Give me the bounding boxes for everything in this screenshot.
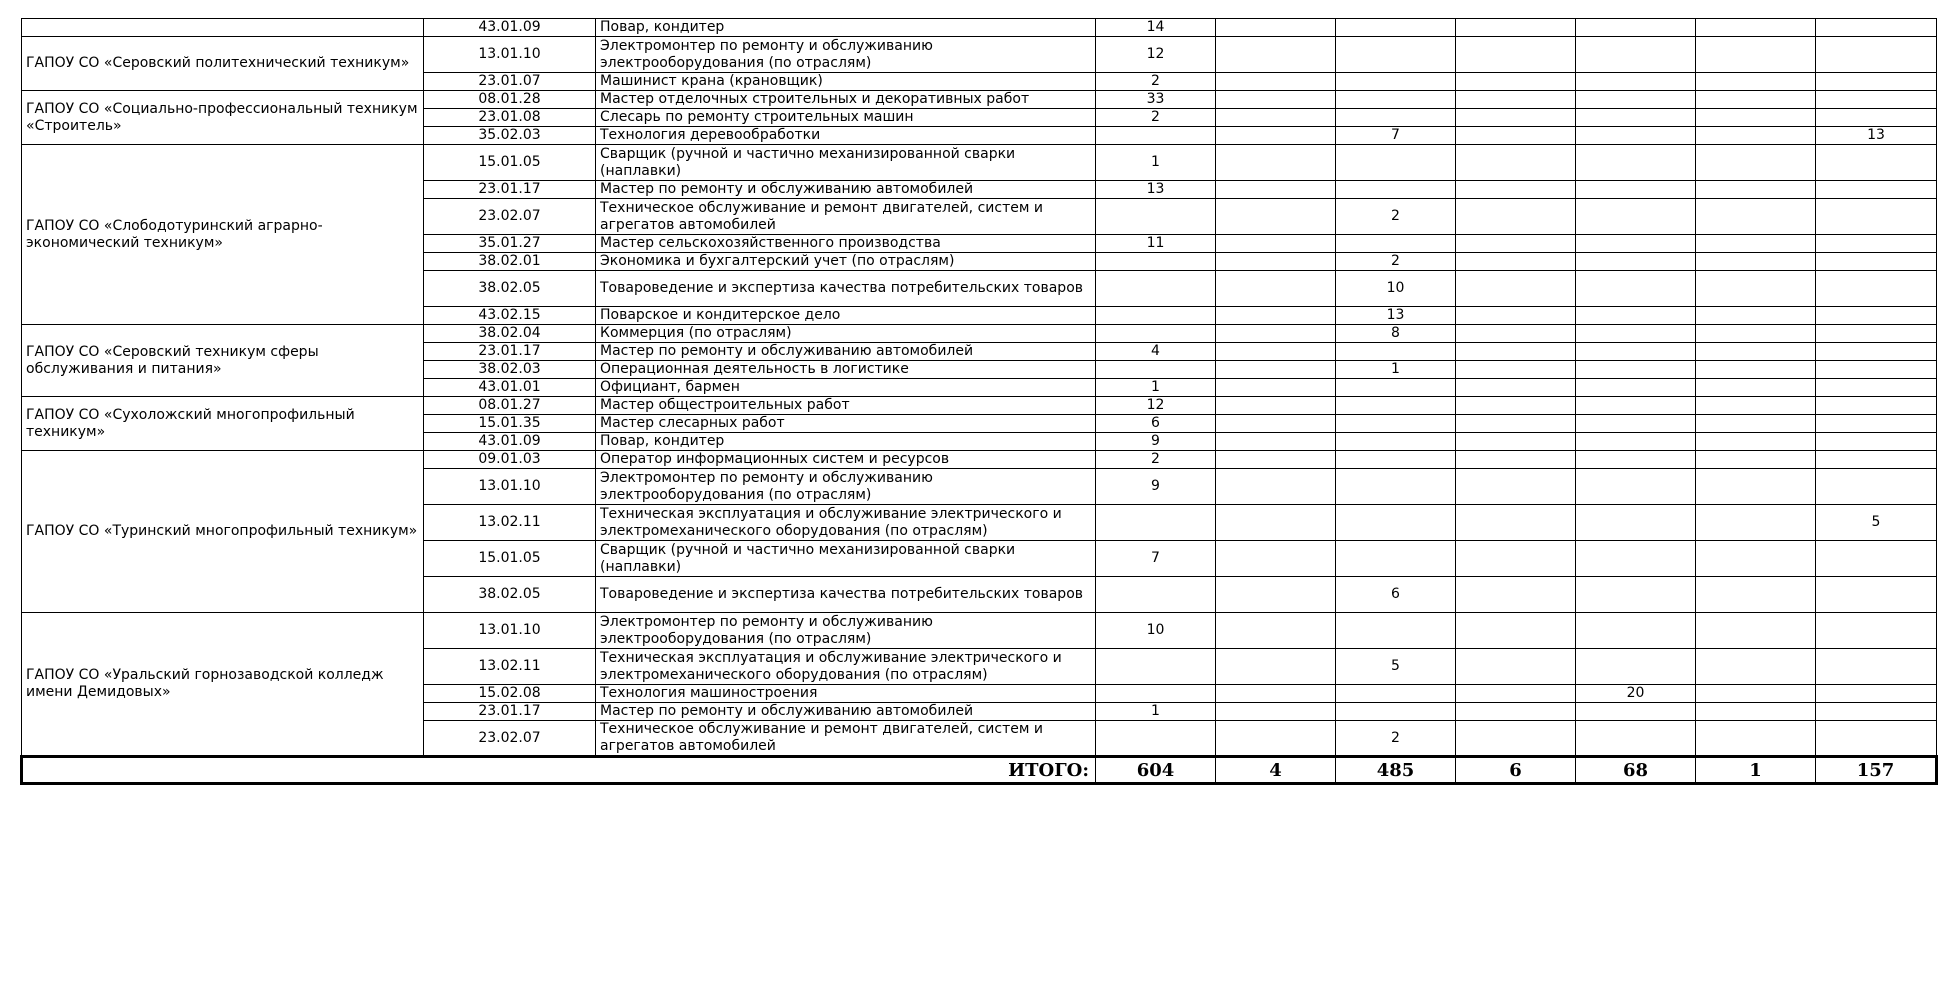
value-cell xyxy=(1576,451,1696,469)
value-cell xyxy=(1336,613,1456,649)
value-cell: 9 xyxy=(1096,469,1216,505)
value-cell xyxy=(1816,703,1937,721)
value-cell xyxy=(1216,307,1336,325)
value-cell xyxy=(1456,721,1576,757)
table-row xyxy=(22,19,1937,37)
value-cell xyxy=(1456,235,1576,253)
value-cell xyxy=(1216,469,1336,505)
value-cell xyxy=(1336,433,1456,451)
value-cell xyxy=(1456,343,1576,361)
value-cell xyxy=(1216,73,1336,91)
value-cell xyxy=(1816,721,1937,757)
value-cell xyxy=(1576,19,1696,37)
value-cell xyxy=(1816,307,1937,325)
value-cell xyxy=(1816,253,1937,271)
specialty-name-cell: Повар, кондитер xyxy=(596,19,1096,37)
specialty-code-cell: 43.02.15 xyxy=(424,307,596,325)
org-name-cell: ГАПОУ СО «Сухоложский многопрофильный техникум» xyxy=(22,397,424,451)
value-cell xyxy=(1576,37,1696,73)
value-cell xyxy=(1216,397,1336,415)
value-cell: 5 xyxy=(1816,505,1937,541)
total-value: 485 xyxy=(1336,757,1456,784)
report-sheet xyxy=(20,18,1938,785)
specialty-name-cell: Электромонтер по ремонту и обслуживанию электрооборудования (по отраслям) xyxy=(596,613,1096,649)
value-cell: 2 xyxy=(1336,199,1456,235)
value-cell xyxy=(1576,91,1696,109)
value-cell xyxy=(1216,37,1336,73)
value-cell xyxy=(1216,199,1336,235)
specialty-code-cell: 43.01.09 xyxy=(424,433,596,451)
value-cell xyxy=(1456,577,1576,613)
table-row xyxy=(22,145,1937,181)
specialty-name-cell: Товароведение и экспертиза качества потребительских товаров xyxy=(596,271,1096,307)
value-cell xyxy=(1696,325,1816,343)
specialty-name-cell: Мастер отделочных строительных и декоративных работ xyxy=(596,91,1096,109)
value-cell: 6 xyxy=(1096,415,1216,433)
value-cell xyxy=(1696,703,1816,721)
specialty-name-cell: Поварское и кондитерское дело xyxy=(596,307,1096,325)
specialty-code-cell: 13.01.10 xyxy=(424,37,596,73)
value-cell xyxy=(1336,19,1456,37)
value-cell xyxy=(1336,181,1456,199)
value-cell xyxy=(1456,361,1576,379)
specialty-name-cell: Техническое обслуживание и ремонт двигателей, систем и агрегатов автомобилей xyxy=(596,199,1096,235)
value-cell xyxy=(1816,343,1937,361)
value-cell xyxy=(1216,181,1336,199)
specialty-name-cell: Мастер по ремонту и обслуживанию автомобилей xyxy=(596,343,1096,361)
value-cell xyxy=(1576,505,1696,541)
value-cell xyxy=(1576,703,1696,721)
value-cell xyxy=(1096,307,1216,325)
specialty-code-cell: 43.01.09 xyxy=(424,19,596,37)
org-name-cell: ГАПОУ СО «Слободотуринский аграрно-экономический техникум» xyxy=(22,145,424,325)
value-cell xyxy=(1456,37,1576,73)
specialty-code-cell: 38.02.04 xyxy=(424,325,596,343)
value-cell xyxy=(1456,181,1576,199)
value-cell: 1 xyxy=(1096,703,1216,721)
value-cell xyxy=(1576,433,1696,451)
value-cell: 1 xyxy=(1336,361,1456,379)
specialty-name-cell: Коммерция (по отраслям) xyxy=(596,325,1096,343)
value-cell xyxy=(1216,91,1336,109)
value-cell xyxy=(1336,415,1456,433)
specialty-code-cell: 23.01.17 xyxy=(424,181,596,199)
value-cell xyxy=(1816,91,1937,109)
specialty-code-cell: 38.02.05 xyxy=(424,577,596,613)
value-cell xyxy=(1336,541,1456,577)
specialty-code-cell: 23.01.08 xyxy=(424,109,596,127)
org-name-cell: ГАПОУ СО «Социально-профессиональный техникум «Строитель» xyxy=(22,91,424,145)
value-cell xyxy=(1456,379,1576,397)
value-cell xyxy=(1096,685,1216,703)
value-cell xyxy=(1576,109,1696,127)
org-name-cell: ГАПОУ СО «Туринский многопрофильный техникум» xyxy=(22,451,424,613)
value-cell xyxy=(1216,577,1336,613)
specialty-name-cell: Технология машиностроения xyxy=(596,685,1096,703)
specialty-code-cell: 43.01.01 xyxy=(424,379,596,397)
value-cell xyxy=(1816,325,1937,343)
value-cell xyxy=(1336,235,1456,253)
value-cell: 10 xyxy=(1096,613,1216,649)
value-cell xyxy=(1696,415,1816,433)
value-cell xyxy=(1696,109,1816,127)
specialty-name-cell: Операционная деятельность в логистике xyxy=(596,361,1096,379)
value-cell: 4 xyxy=(1096,343,1216,361)
value-cell xyxy=(1216,19,1336,37)
value-cell xyxy=(1096,505,1216,541)
value-cell xyxy=(1576,613,1696,649)
value-cell: 33 xyxy=(1096,91,1216,109)
value-cell: 9 xyxy=(1096,433,1216,451)
value-cell xyxy=(1216,127,1336,145)
value-cell xyxy=(1696,343,1816,361)
value-cell xyxy=(1696,19,1816,37)
specialty-code-cell: 38.02.01 xyxy=(424,253,596,271)
table-row xyxy=(22,91,1937,109)
specialty-code-cell: 15.01.05 xyxy=(424,541,596,577)
value-cell xyxy=(1816,541,1937,577)
value-cell xyxy=(1576,253,1696,271)
value-cell xyxy=(1576,145,1696,181)
total-value: 68 xyxy=(1576,757,1696,784)
specialty-code-cell: 38.02.05 xyxy=(424,271,596,307)
value-cell xyxy=(1456,73,1576,91)
value-cell: 2 xyxy=(1096,73,1216,91)
value-cell xyxy=(1816,685,1937,703)
total-value: 6 xyxy=(1456,757,1576,784)
value-cell xyxy=(1816,451,1937,469)
value-cell xyxy=(1816,577,1937,613)
value-cell: 7 xyxy=(1096,541,1216,577)
value-cell: 6 xyxy=(1336,577,1456,613)
value-cell xyxy=(1216,721,1336,757)
specialty-code-cell: 23.01.17 xyxy=(424,703,596,721)
value-cell xyxy=(1456,433,1576,451)
value-cell xyxy=(1696,73,1816,91)
value-cell xyxy=(1216,145,1336,181)
specialty-code-cell: 15.01.35 xyxy=(424,415,596,433)
specialty-code-cell: 08.01.27 xyxy=(424,397,596,415)
value-cell xyxy=(1696,271,1816,307)
specialty-name-cell: Повар, кондитер xyxy=(596,433,1096,451)
value-cell xyxy=(1456,91,1576,109)
value-cell xyxy=(1576,379,1696,397)
value-cell xyxy=(1336,37,1456,73)
org-name-cell: ГАПОУ СО «Серовский техникум сферы обслуживания и питания» xyxy=(22,325,424,397)
value-cell xyxy=(1696,613,1816,649)
value-cell xyxy=(1696,235,1816,253)
value-cell xyxy=(1816,397,1937,415)
value-cell xyxy=(1216,271,1336,307)
value-cell xyxy=(1696,307,1816,325)
value-cell: 13 xyxy=(1816,127,1937,145)
value-cell: 20 xyxy=(1576,685,1696,703)
value-cell xyxy=(1336,451,1456,469)
specialty-name-cell: Товароведение и экспертиза качества потребительских товаров xyxy=(596,577,1096,613)
value-cell xyxy=(1336,109,1456,127)
value-cell xyxy=(1096,253,1216,271)
total-value: 604 xyxy=(1096,757,1216,784)
value-cell xyxy=(1216,703,1336,721)
value-cell xyxy=(1696,433,1816,451)
specialty-name-cell: Сварщик (ручной и частично механизированной сварки (наплавки) xyxy=(596,541,1096,577)
value-cell xyxy=(1456,145,1576,181)
specialty-name-cell: Слесарь по ремонту строительных машин xyxy=(596,109,1096,127)
value-cell xyxy=(1576,721,1696,757)
specialty-name-cell: Технология деревообработки xyxy=(596,127,1096,145)
value-cell: 1 xyxy=(1096,145,1216,181)
value-cell xyxy=(1696,379,1816,397)
value-cell: 11 xyxy=(1096,235,1216,253)
value-cell xyxy=(1816,613,1937,649)
value-cell xyxy=(1576,127,1696,145)
value-cell: 12 xyxy=(1096,397,1216,415)
value-cell xyxy=(1456,415,1576,433)
value-cell: 13 xyxy=(1336,307,1456,325)
value-cell xyxy=(1216,685,1336,703)
value-cell xyxy=(1096,199,1216,235)
value-cell: 2 xyxy=(1096,109,1216,127)
admission-table xyxy=(20,18,1938,785)
specialty-code-cell: 35.01.27 xyxy=(424,235,596,253)
value-cell xyxy=(1696,253,1816,271)
value-cell xyxy=(1696,451,1816,469)
value-cell xyxy=(1456,505,1576,541)
table-row xyxy=(22,37,1937,73)
specialty-name-cell: Официант, бармен xyxy=(596,379,1096,397)
value-cell xyxy=(1576,397,1696,415)
value-cell xyxy=(1456,325,1576,343)
total-value: 157 xyxy=(1816,757,1937,784)
value-cell: 1 xyxy=(1096,379,1216,397)
specialty-code-cell: 13.02.11 xyxy=(424,649,596,685)
value-cell xyxy=(1696,577,1816,613)
value-cell xyxy=(1816,109,1937,127)
specialty-code-cell: 08.01.28 xyxy=(424,91,596,109)
specialty-code-cell: 15.02.08 xyxy=(424,685,596,703)
value-cell xyxy=(1336,703,1456,721)
value-cell xyxy=(1816,361,1937,379)
value-cell xyxy=(1696,649,1816,685)
specialty-code-cell: 23.02.07 xyxy=(424,721,596,757)
value-cell xyxy=(1816,235,1937,253)
value-cell xyxy=(1576,649,1696,685)
value-cell xyxy=(1696,397,1816,415)
value-cell xyxy=(1576,577,1696,613)
value-cell xyxy=(1216,379,1336,397)
value-cell: 7 xyxy=(1336,127,1456,145)
value-cell xyxy=(1216,505,1336,541)
value-cell xyxy=(1816,145,1937,181)
value-cell xyxy=(1816,73,1937,91)
value-cell xyxy=(1576,415,1696,433)
specialty-code-cell: 23.01.07 xyxy=(424,73,596,91)
specialty-name-cell: Мастер по ремонту и обслуживанию автомобилей xyxy=(596,703,1096,721)
value-cell xyxy=(1336,505,1456,541)
specialty-code-cell: 09.01.03 xyxy=(424,451,596,469)
value-cell xyxy=(1576,271,1696,307)
specialty-code-cell: 23.01.17 xyxy=(424,343,596,361)
value-cell xyxy=(1456,649,1576,685)
value-cell xyxy=(1216,109,1336,127)
value-cell: 2 xyxy=(1336,253,1456,271)
value-cell xyxy=(1456,253,1576,271)
specialty-name-cell: Машинист крана (крановщик) xyxy=(596,73,1096,91)
value-cell: 10 xyxy=(1336,271,1456,307)
value-cell xyxy=(1696,37,1816,73)
value-cell: 2 xyxy=(1096,451,1216,469)
value-cell xyxy=(1696,469,1816,505)
value-cell xyxy=(1336,397,1456,415)
specialty-name-cell: Электромонтер по ремонту и обслуживанию электрооборудования (по отраслям) xyxy=(596,469,1096,505)
value-cell: 13 xyxy=(1096,181,1216,199)
value-cell xyxy=(1216,343,1336,361)
value-cell xyxy=(1096,325,1216,343)
value-cell xyxy=(1816,415,1937,433)
value-cell xyxy=(1456,397,1576,415)
value-cell xyxy=(1456,685,1576,703)
specialty-name-cell: Оператор информационных систем и ресурсов xyxy=(596,451,1096,469)
value-cell xyxy=(1816,469,1937,505)
specialty-name-cell: Техническая эксплуатация и обслуживание электрического и электромеханического оборудования (по отраслям) xyxy=(596,649,1096,685)
value-cell xyxy=(1816,649,1937,685)
specialty-name-cell: Экономика и бухгалтерский учет (по отраслям) xyxy=(596,253,1096,271)
total-label: ИТОГО: xyxy=(22,757,1096,784)
value-cell xyxy=(1816,181,1937,199)
value-cell xyxy=(1096,649,1216,685)
value-cell xyxy=(1216,325,1336,343)
value-cell xyxy=(1216,649,1336,685)
specialty-name-cell: Сварщик (ручной и частично механизированной сварки (наплавки) xyxy=(596,145,1096,181)
specialty-code-cell: 23.02.07 xyxy=(424,199,596,235)
specialty-code-cell: 13.02.11 xyxy=(424,505,596,541)
total-row xyxy=(22,757,1937,784)
value-cell xyxy=(1336,145,1456,181)
value-cell xyxy=(1216,433,1336,451)
value-cell xyxy=(1816,271,1937,307)
value-cell xyxy=(1216,613,1336,649)
table-row xyxy=(22,397,1937,415)
value-cell xyxy=(1816,379,1937,397)
table-row xyxy=(22,451,1937,469)
value-cell xyxy=(1696,505,1816,541)
value-cell xyxy=(1096,271,1216,307)
value-cell xyxy=(1816,433,1937,451)
value-cell xyxy=(1576,199,1696,235)
value-cell xyxy=(1576,541,1696,577)
specialty-name-cell: Техническая эксплуатация и обслуживание электрического и электромеханического оборудования (по отраслям) xyxy=(596,505,1096,541)
value-cell xyxy=(1096,127,1216,145)
value-cell xyxy=(1696,127,1816,145)
value-cell: 8 xyxy=(1336,325,1456,343)
total-value: 1 xyxy=(1696,757,1816,784)
value-cell xyxy=(1336,379,1456,397)
table-body xyxy=(22,19,1937,784)
specialty-name-cell: Мастер по ремонту и обслуживанию автомобилей xyxy=(596,181,1096,199)
value-cell xyxy=(1216,541,1336,577)
value-cell xyxy=(1576,181,1696,199)
specialty-code-cell: 15.01.05 xyxy=(424,145,596,181)
value-cell xyxy=(1216,361,1336,379)
value-cell xyxy=(1576,469,1696,505)
value-cell xyxy=(1576,343,1696,361)
specialty-code-cell: 13.01.10 xyxy=(424,613,596,649)
value-cell xyxy=(1456,613,1576,649)
value-cell xyxy=(1696,541,1816,577)
specialty-code-cell: 13.01.10 xyxy=(424,469,596,505)
value-cell xyxy=(1816,199,1937,235)
value-cell xyxy=(1456,541,1576,577)
org-name-cell xyxy=(22,19,424,37)
value-cell xyxy=(1576,325,1696,343)
specialty-code-cell: 35.02.03 xyxy=(424,127,596,145)
total-value: 4 xyxy=(1216,757,1336,784)
value-cell xyxy=(1096,577,1216,613)
value-cell xyxy=(1456,469,1576,505)
specialty-name-cell: Мастер слесарных работ xyxy=(596,415,1096,433)
value-cell xyxy=(1456,271,1576,307)
value-cell xyxy=(1456,127,1576,145)
value-cell xyxy=(1576,73,1696,91)
value-cell: 14 xyxy=(1096,19,1216,37)
value-cell xyxy=(1576,307,1696,325)
value-cell xyxy=(1336,73,1456,91)
value-cell xyxy=(1456,451,1576,469)
value-cell xyxy=(1696,361,1816,379)
value-cell xyxy=(1456,109,1576,127)
table-row xyxy=(22,613,1937,649)
value-cell xyxy=(1696,91,1816,109)
value-cell xyxy=(1576,235,1696,253)
value-cell xyxy=(1336,685,1456,703)
value-cell xyxy=(1336,91,1456,109)
value-cell xyxy=(1696,181,1816,199)
table-row xyxy=(22,325,1937,343)
specialty-name-cell: Электромонтер по ремонту и обслуживанию электрооборудования (по отраслям) xyxy=(596,37,1096,73)
value-cell xyxy=(1216,253,1336,271)
value-cell xyxy=(1576,361,1696,379)
value-cell xyxy=(1456,307,1576,325)
value-cell xyxy=(1696,685,1816,703)
value-cell xyxy=(1456,199,1576,235)
value-cell xyxy=(1816,37,1937,73)
value-cell xyxy=(1216,235,1336,253)
value-cell xyxy=(1336,469,1456,505)
value-cell xyxy=(1456,19,1576,37)
value-cell xyxy=(1696,145,1816,181)
value-cell xyxy=(1216,415,1336,433)
value-cell xyxy=(1456,703,1576,721)
org-name-cell: ГАПОУ СО «Серовский политехнический техникум» xyxy=(22,37,424,91)
specialty-code-cell: 38.02.03 xyxy=(424,361,596,379)
specialty-name-cell: Мастер сельскохозяйственного производства xyxy=(596,235,1096,253)
value-cell xyxy=(1216,451,1336,469)
value-cell xyxy=(1096,361,1216,379)
value-cell xyxy=(1816,19,1937,37)
value-cell xyxy=(1336,343,1456,361)
value-cell xyxy=(1696,199,1816,235)
specialty-name-cell: Техническое обслуживание и ремонт двигателей, систем и агрегатов автомобилей xyxy=(596,721,1096,757)
value-cell: 5 xyxy=(1336,649,1456,685)
value-cell: 12 xyxy=(1096,37,1216,73)
specialty-name-cell: Мастер общестроительных работ xyxy=(596,397,1096,415)
value-cell: 2 xyxy=(1336,721,1456,757)
value-cell xyxy=(1696,721,1816,757)
org-name-cell: ГАПОУ СО «Уральский горнозаводской колледж имени Демидовых» xyxy=(22,613,424,757)
value-cell xyxy=(1096,721,1216,757)
